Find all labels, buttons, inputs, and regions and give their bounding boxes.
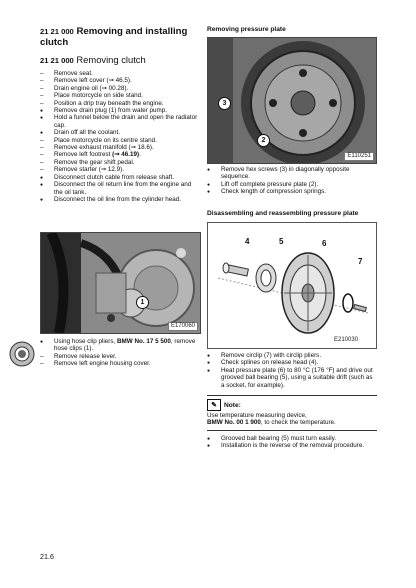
list-item <box>40 70 200 77</box>
list-item <box>40 159 200 166</box>
list-item-text: Remove left footrest <box>54 151 113 159</box>
list-item-text: Disconnect clutch cable from release shaft. <box>54 173 175 181</box>
callout-2: 2 <box>257 134 270 147</box>
list-item-text: Check length of compression springs. <box>221 188 326 196</box>
bullet-icon <box>207 188 217 196</box>
left-column-lower <box>40 338 200 368</box>
exploded-view-illustration <box>208 223 376 348</box>
dash-icon <box>40 92 50 99</box>
list-item <box>207 181 377 188</box>
clutch-illustration <box>208 38 376 163</box>
list-item <box>40 181 200 196</box>
note-label: Note: <box>224 401 241 409</box>
list-item <box>207 352 377 359</box>
list-item <box>207 435 377 442</box>
list-item <box>40 137 200 144</box>
list-item-text: Disconnect the oil return line from the engine and the oil tank. <box>54 181 192 196</box>
list-item-text: Drain off all the coolant. <box>54 129 121 137</box>
step-list-removal <box>40 70 200 203</box>
list-item-text: Remove seat. <box>54 70 93 77</box>
diagram-label-7: 7 <box>358 257 363 266</box>
list-item-text: Remove exhaust manifold (➞ 18.6). <box>54 144 154 152</box>
step-list-installation <box>207 435 377 450</box>
dash-icon <box>40 85 50 92</box>
diagram-label-6: 6 <box>322 239 327 248</box>
page-number: 21.6 <box>40 552 54 561</box>
list-item-text: Heat pressure plate (6) to 80 °C (176 °F) and drive out grooved ball bearing (5), using a suitable drift (such as a socket, for example). <box>221 366 373 389</box>
list-item-text: Position a drip tray beneath the engine. <box>54 99 164 107</box>
list-item-text: Remove the gear shift pedal. <box>54 158 135 166</box>
step-list-pressure-plate <box>207 166 377 196</box>
list-item <box>40 92 200 99</box>
bullet-icon <box>207 367 217 375</box>
diagram-label-5: 5 <box>279 237 284 246</box>
callout-1: 1 <box>136 296 149 309</box>
list-item <box>207 188 377 195</box>
list-item <box>207 359 377 366</box>
clutch-photo <box>207 37 377 164</box>
heading-removing-pressure-plate: Removing pressure plate <box>207 26 286 33</box>
dash-icon <box>40 166 50 173</box>
list-item <box>40 353 200 360</box>
list-item-text: Hold a funnel below the drain and open the radiator cap. <box>54 114 198 129</box>
callout-3: 3 <box>218 97 231 110</box>
list-item-text: Remove release lever. <box>54 352 117 360</box>
note-header <box>207 399 377 411</box>
note-text <box>207 412 377 427</box>
list-item <box>40 174 200 181</box>
note-after: , to check the temperature. <box>260 419 336 427</box>
list-item-text: Installation is the reverse of the removal procedure. <box>221 442 365 450</box>
list-item <box>40 85 200 92</box>
dash-icon <box>40 360 50 367</box>
list-item-text: Remove circlip (7) with circlip pliers. <box>221 352 322 359</box>
note-box <box>207 395 377 431</box>
list-item-text: Remove left cover (➞ 46.5). <box>54 77 132 85</box>
list-item <box>40 360 200 367</box>
right-lower-column <box>207 352 377 450</box>
step-list-disassembly <box>207 352 377 389</box>
bullet-icon <box>207 166 217 174</box>
pressure-plate-diagram <box>207 222 377 349</box>
clutch-photo-code: E110251 <box>344 152 374 161</box>
list-item-text: Using hose clip pliers, <box>54 338 117 345</box>
list-item-text: Remove hex screws (3) in diagonally opposite sequence. <box>221 166 350 181</box>
note-line1: Use temperature measuring device, <box>207 412 307 420</box>
list-item-after: . <box>139 151 141 159</box>
list-item <box>40 166 200 173</box>
section-title <box>40 26 200 48</box>
pencil-icon: ✎ <box>207 399 221 411</box>
list-item-text: Drain engine oil (➞ 00.28). <box>54 84 129 92</box>
list-item <box>40 100 200 107</box>
bullet-icon <box>40 114 50 122</box>
list-item-text: Grooved ball bearing (5) must turn easily. <box>221 434 337 442</box>
list-item-text: Remove left engine housing cover. <box>54 360 151 368</box>
list-item <box>40 151 200 158</box>
subsection-title <box>40 54 200 66</box>
right-steps-a-container <box>207 166 377 196</box>
bullet-icon <box>40 196 50 204</box>
note-tool-number: BMW No. 00 1 900 <box>207 419 261 427</box>
list-item-text: Lift off complete pressure plate (2). <box>221 180 319 188</box>
note-rule-bottom <box>207 430 377 431</box>
section-code: 21 21 000 <box>40 27 74 36</box>
bullet-icon <box>40 338 50 346</box>
list-item <box>40 77 200 84</box>
diagram-label-4: 4 <box>245 237 250 246</box>
section-title-text: Removing and installing clutch <box>40 26 188 48</box>
list-item <box>40 196 200 203</box>
list-item <box>40 107 200 114</box>
subsection-code: 21 21 000 <box>40 56 74 65</box>
dash-icon <box>40 151 50 158</box>
list-item-after: , remove hose clips (1). <box>54 338 196 353</box>
dash-icon <box>40 100 50 107</box>
list-item-bold: (➞ 46.19) <box>112 151 140 159</box>
list-item-text: Place motorcycle on its centre stand. <box>54 136 157 144</box>
dash-icon <box>40 70 50 77</box>
subsection-title-text: Removing clutch <box>76 54 146 65</box>
list-item-text: Disconnect the oil line from the cylinder head. <box>54 195 182 203</box>
dash-icon <box>40 159 50 166</box>
list-item <box>40 114 200 129</box>
list-item <box>40 129 200 136</box>
note-rule-top <box>207 395 377 396</box>
bearing-icon <box>8 340 36 368</box>
list-item <box>207 442 377 449</box>
list-item <box>207 367 377 389</box>
dash-icon <box>40 77 50 84</box>
list-item <box>40 144 200 151</box>
step-list-hose-clips <box>40 338 200 368</box>
list-item-text: Remove starter (➞ 12.9). <box>54 166 125 174</box>
dash-icon <box>40 137 50 144</box>
list-item-text: Check splines on release head (4). <box>221 359 319 367</box>
bearing-thumbnail <box>8 340 36 368</box>
diagram-code: E210030 <box>334 337 359 343</box>
list-item <box>40 338 200 353</box>
heading-disassembling-pressure-plate: Disassembling and reassembling pressure plate <box>207 210 359 217</box>
list-item-text: Remove drain plug (1) from water pump. <box>54 107 168 115</box>
list-item-text: Place motorcycle on side stand. <box>54 92 143 100</box>
engine-photo-code: E170060 <box>168 322 198 331</box>
list-item <box>207 166 377 181</box>
list-item-bold: BMW No. 17 5 500 <box>117 338 171 345</box>
dash-icon <box>40 144 50 151</box>
bullet-icon <box>207 442 217 450</box>
engine-photo <box>40 232 201 334</box>
dash-icon <box>40 353 50 360</box>
bullet-icon <box>40 181 50 189</box>
left-column <box>40 26 200 203</box>
engine-illustration <box>41 233 200 333</box>
